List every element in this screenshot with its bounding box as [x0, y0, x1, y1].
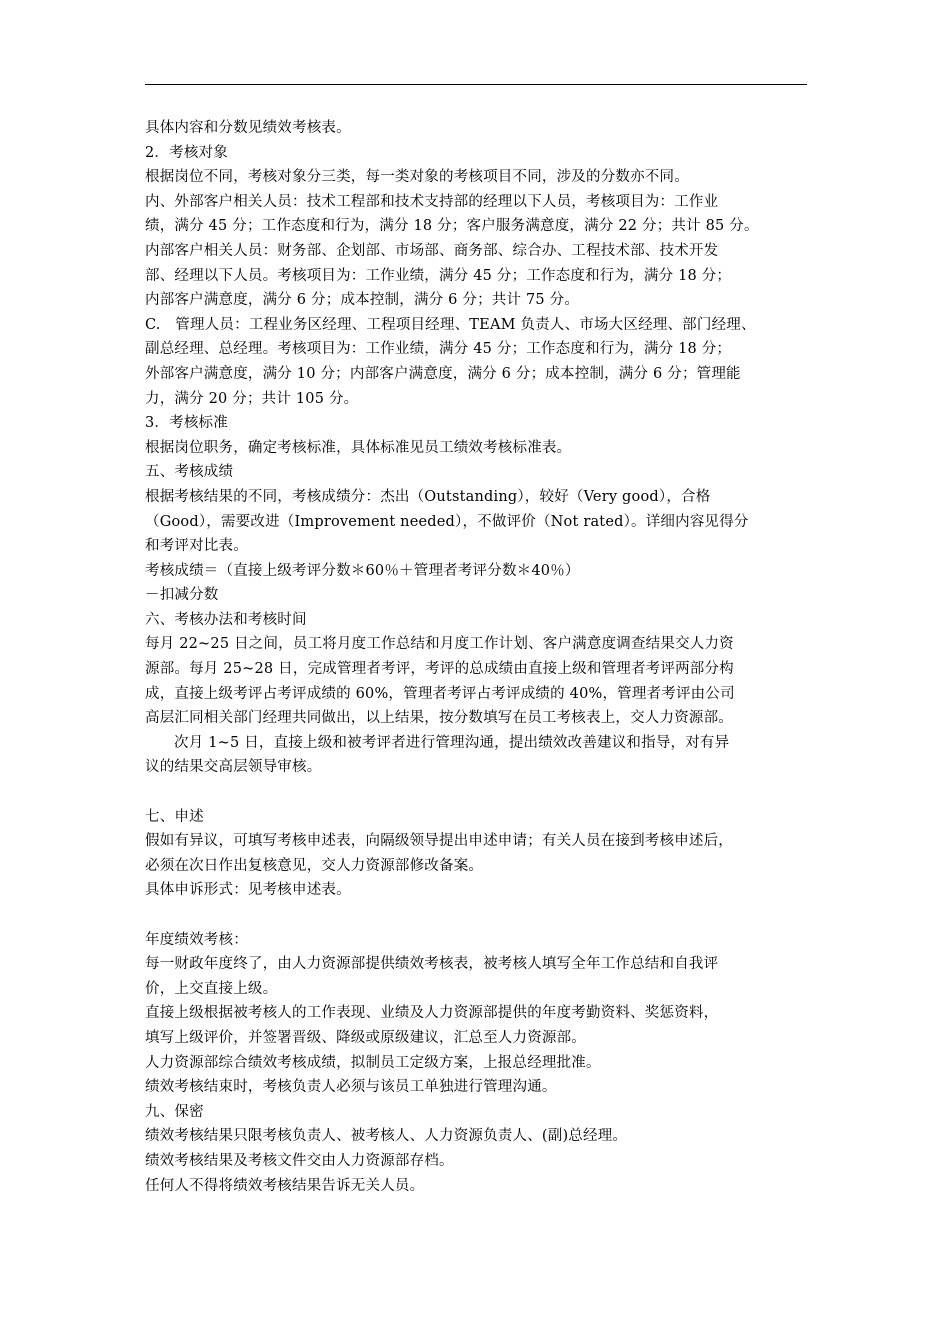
text-line: 具体内容和分数见绩效考核表。 — [145, 120, 351, 136]
text-line: 绩效考核结果及考核文件交由人力资源部存档。 — [145, 1152, 454, 1169]
text-line: 次月 1~5 日，直接上级和被考评者进行管理沟通，提出绩效改善建议和指导，对有异 — [174, 734, 730, 751]
text-line: 假如有异议，可填写考核申述表，向隔级领导提出申述申请；有关人员在接到考核申述后， — [145, 833, 733, 850]
text-line: 内、外部客户相关人员：技术工程部和技术支持部的经理以下人员，考核项目为：工作业 — [145, 193, 719, 210]
text-line: 源部。每月 25~28 日，完成管理者考评，考评的总成绩由直接上级和管理者考评两部分构 — [145, 661, 734, 678]
text-line: 具体申诉形式：见考核申述表。 — [145, 882, 351, 899]
text-line: 成，直接上级考评占考评成绩的 60%，管理者考评占考评成绩的 40%，管理者考评由公司 — [145, 685, 735, 702]
text-line: 力，满分 20 分；共计 105 分。 — [145, 390, 359, 407]
text-line: 议的结果交高层领导审核。 — [145, 759, 322, 776]
text-line: 和考评对比表。 — [145, 538, 248, 555]
text-line: 内部客户满意度，满分 6 分；成本控制，满分 6 分；共计 75 分。 — [145, 292, 580, 309]
formula-line: －扣减分数 — [145, 587, 219, 604]
text-line: 每一财政年度终了，由人力资源部提供绩效考核表，被考核人填写全年工作总结和自我评 — [145, 956, 719, 973]
text-line: 外部客户满意度，满分 10 分；内部客户满意度，满分 6 分；成本控制，满分 6 分；管理能 — [145, 365, 741, 382]
text-line: 部、经理以下人员。考核项目为：工作业绩，满分 45 分；工作态度和行为，满分 18 分； — [145, 267, 732, 284]
formula-line: 考核成绩＝（直接上级考评分数＊60％＋管理者考评分数＊40％） — [145, 562, 580, 579]
text-line: 绩效考核结束时，考核负责人必须与该员工单独进行管理沟通。 — [145, 1079, 557, 1096]
text-line: 填写上级评价，并签署晋级、降级或原级建议，汇总至人力资源部。 — [145, 1029, 586, 1046]
text-line: 绩效考核结果只限考核负责人、被考核人、人力资源负责人、(副)总经理。 — [145, 1128, 628, 1145]
text-line: 绩，满分 45 分；工作态度和行为，满分 18 分；客户服务满意度，满分 22 分；共计 85 分。 — [145, 218, 759, 235]
text-line: 每月 22~25 日之间，员工将月度工作总结和月度工作计划、客户满意度调查结果交人力资 — [145, 636, 734, 653]
text-line: 根据岗位职务，确定考核标准，具体标准见员工绩效考核标准表。 — [145, 439, 572, 456]
section-heading: 2．考核对象 — [145, 144, 228, 161]
text-line: 直接上级根据被考核人的工作表现、业绩及人力资源部提供的年度考勤资料、奖惩资料， — [145, 1005, 719, 1022]
text-line: 内部客户相关人员：财务部、企划部、市场部、商务部、综合办、工程技术部、技术开发 — [145, 242, 719, 259]
text-line: 任何人不得将绩效考核结果告诉无关人员。 — [145, 1177, 425, 1194]
text-line: 根据岗位不同，考核对象分三类，每一类对象的考核项目不同，涉及的分数亦不同。 — [145, 169, 689, 186]
text-line: 人力资源部综合绩效考核成绩，拟制员工定级方案，上报总经理批准。 — [145, 1054, 601, 1071]
document-body — [145, 116, 815, 1198]
text-line: 副总经理、总经理。考核项目为：工作业绩，满分 45 分；工作态度和行为，满分 18 分； — [145, 341, 732, 358]
section-heading: 九、保密 — [145, 1103, 204, 1120]
text-line: C. 管理人员：工程业务区经理、工程项目经理、TEAM 负责人、市场大区经理、部门经理、 — [145, 316, 756, 333]
text-line: 必须在次日作出复核意见，交人力资源部修改备案。 — [145, 857, 484, 874]
section-heading: 年度绩效考核： — [145, 931, 248, 948]
blank-line — [145, 780, 815, 805]
section-heading: 七、申述 — [145, 808, 204, 825]
text-line: 价，上交直接上级。 — [145, 980, 278, 997]
header-rule — [145, 84, 807, 85]
section-heading: 3．考核标准 — [145, 415, 228, 432]
text-line: 根据考核结果的不同，考核成绩分：杰出（Outstanding），较好（Very good），合格 — [145, 488, 711, 505]
section-heading: 六、考核办法和考核时间 — [145, 611, 307, 628]
section-heading: 五、考核成绩 — [145, 464, 234, 481]
blank-line — [145, 903, 815, 928]
text-line: 高层汇同相关部门经理共同做出，以上结果，按分数填写在员工考核表上，交人力资源部。 — [145, 710, 733, 727]
text-line: （Good），需要改进（Improvement needed），不做评价（Not rated）。详细内容见得分 — [145, 513, 749, 530]
